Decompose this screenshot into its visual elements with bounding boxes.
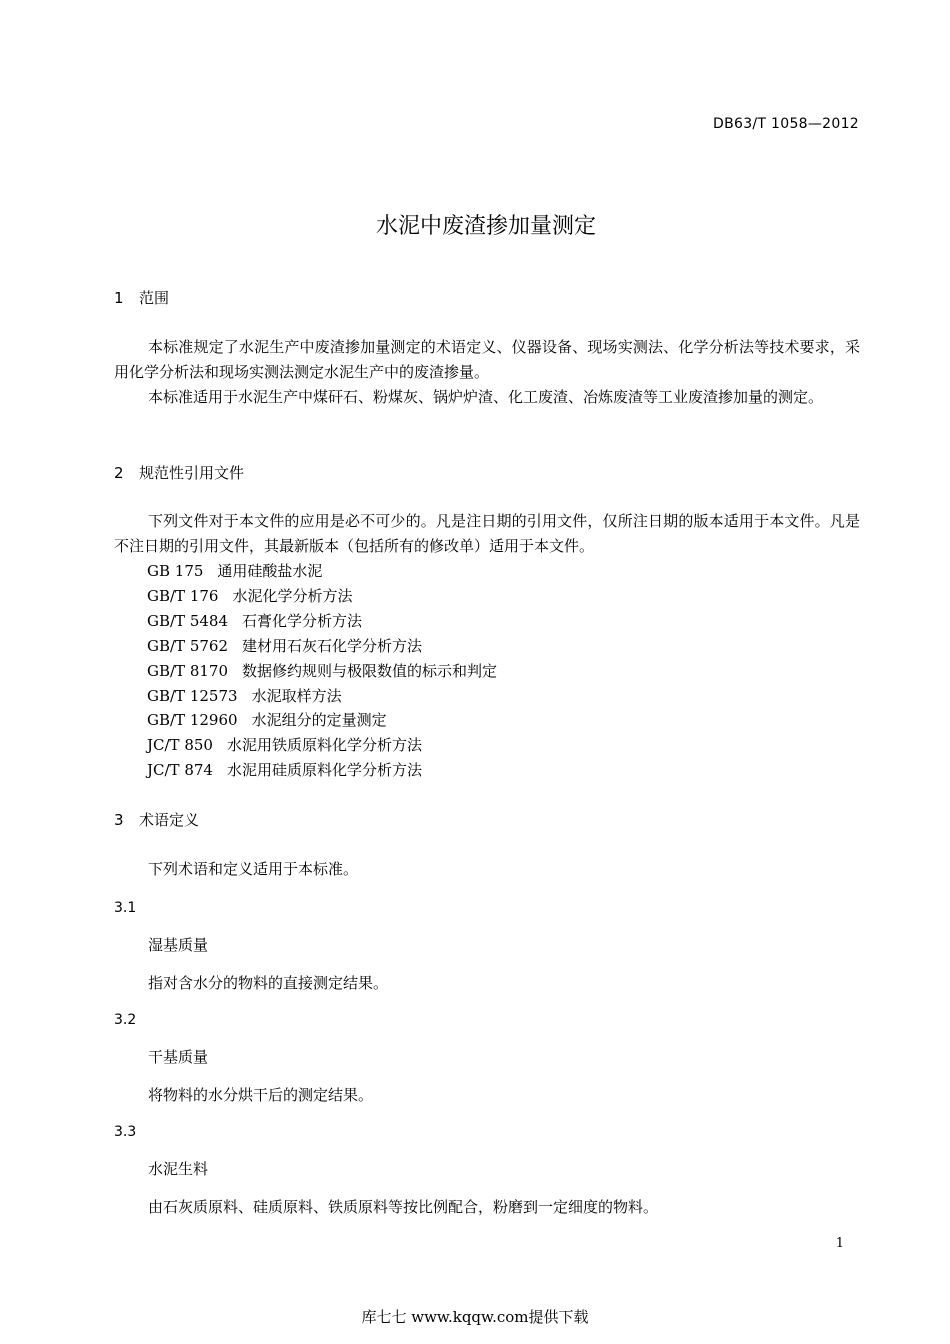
reference-title: 通用硅酸盐水泥	[217, 562, 323, 580]
section-heading-1	[114, 288, 860, 308]
reference-code: GB/T 5762	[147, 636, 229, 655]
section-2-body	[114, 509, 860, 559]
reference-title: 数据修约规则与极限数值的标示和判定	[242, 661, 498, 680]
section-title: 范围	[139, 289, 170, 307]
term-definition: 指对含水分的物料的直接测定结果。	[148, 974, 389, 992]
section-heading-2	[114, 463, 860, 483]
term-name: 干基质量	[148, 1048, 209, 1066]
clause-number: 3.1	[114, 900, 137, 916]
clause-number: 3.3	[114, 1124, 137, 1140]
reference-item	[147, 684, 860, 709]
reference-code: GB/T 12960	[147, 711, 238, 730]
term-definition: 将物料的水分烘干后的测定结果。	[148, 1086, 374, 1104]
reference-title: 水泥用硅质原料化学分析方法	[226, 761, 422, 780]
term-name: 水泥生料	[148, 1160, 209, 1178]
document-title: 水泥中废渣掺加量测定	[375, 214, 596, 239]
reference-title: 水泥用铁质原料化学分析方法	[226, 736, 422, 755]
term-definition: 由石灰质原料、硅质原料、铁质原料等按比例配合，粉磨到一定细度的物料。	[148, 1198, 659, 1216]
reference-item	[147, 733, 860, 758]
standard-code: DB63/T 1058—2012	[713, 116, 859, 132]
paragraph: 下列术语和定义适用于本标准。	[148, 860, 359, 878]
paragraph: 下列文件对于本文件的应用是必不可少的。凡是注日期的引用文件，仅所注日期的版本适用于本文件。凡是不注日期的引用文件，其最新版本（包括所有的修改单）适用于本文件。	[114, 512, 860, 555]
reference-code: JC/T 874	[147, 761, 213, 780]
paragraph: 本标准适用于水泥生产中煤矸石、粉煤灰、锅炉炉渣、化工废渣、冶炼废渣等工业废渣掺加量的测定。	[148, 388, 824, 406]
reference-title: 石膏化学分析方法	[242, 611, 363, 630]
reference-item	[147, 758, 860, 783]
section-number: 1	[114, 289, 124, 307]
reference-item	[147, 634, 860, 659]
section-heading-3	[114, 810, 860, 830]
reference-code: JC/T 850	[147, 736, 213, 755]
clause-number: 3.2	[114, 1012, 137, 1028]
page-number: 1	[835, 1236, 844, 1251]
reference-code: GB 175	[147, 562, 204, 580]
paragraph: 本标准规定了水泥生产中废渣掺加量测定的术语定义、仪器设备、现场实测法、化学分析法等技术要求，采用化学分析法和现场实测法测定水泥生产中的废渣掺量。	[114, 338, 860, 381]
reference-list-wrapper	[114, 559, 860, 783]
reference-code: GB/T 176	[147, 586, 219, 605]
reference-item	[147, 659, 860, 684]
section-3-body	[114, 857, 860, 882]
reference-item	[147, 609, 860, 634]
normative-reference-list	[114, 559, 860, 783]
download-watermark: 库七七 www.kqqw.com提供下载	[361, 1308, 589, 1326]
reference-item	[147, 559, 860, 584]
section-title: 规范性引用文件	[139, 464, 245, 482]
reference-item	[147, 584, 860, 609]
reference-code: GB/T 8170	[147, 661, 229, 680]
reference-title: 水泥取样方法	[251, 686, 342, 705]
reference-title: 水泥组分的定量测定	[251, 711, 387, 730]
reference-code: GB/T 12573	[147, 686, 238, 705]
section-1-body	[114, 335, 860, 410]
reference-title: 水泥化学分析方法	[232, 586, 353, 605]
term-name: 湿基质量	[148, 936, 209, 954]
section-number: 3	[114, 811, 124, 829]
reference-code: GB/T 5484	[147, 611, 229, 630]
section-number: 2	[114, 464, 124, 482]
section-title: 术语定义	[139, 811, 200, 829]
reference-item	[147, 708, 860, 733]
reference-title: 建材用石灰石化学分析方法	[242, 636, 423, 655]
